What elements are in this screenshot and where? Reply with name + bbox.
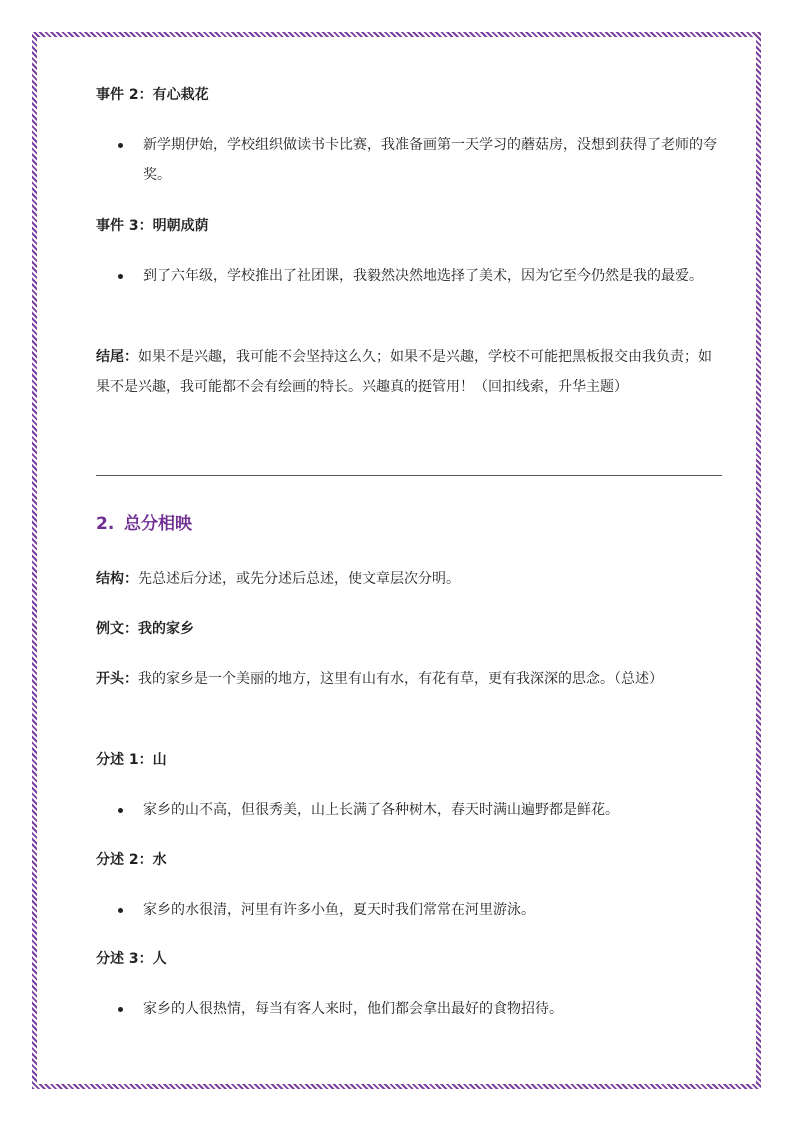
part1-heading: 分述 1：山 [96,752,167,768]
bullet-icon [118,808,123,813]
example-heading [96,614,722,644]
bullet-icon [118,274,123,279]
divider [96,475,722,476]
bullet-icon [118,143,123,148]
event2-heading: 事件 2：有心栽花 [96,87,209,103]
event3-bullet-text: 到了六年级，学校推出了社团课，我毅然决然地选择了美术，因为它至今仍然是我的最爱。 [143,268,703,284]
example-title: 我的家乡 [138,621,194,637]
event2-bullet-text: 新学期伊始，学校组织做读书卡比赛，我准备画第一天学习的蘑菇房，没想到获得了老师的夸奖。 [143,137,717,183]
bullet-icon [118,1007,123,1012]
opening-label: 开头： [96,671,138,687]
example-label: 例文： [96,621,138,637]
opening-paragraph [96,664,722,694]
page-border [32,32,761,1089]
part1-bullet-text: 家乡的山不高，但很秀美，山上长满了各种树木，春天时满山遍野都是鲜花。 [143,802,619,818]
ending-paragraph [96,342,722,402]
structure-text: 先总述后分述，或先分述后总述，使文章层次分明。 [138,571,460,587]
section-number: 2. [96,514,115,534]
ending-label: 结尾： [96,349,138,365]
part2-bullet-text: 家乡的水很清，河里有许多小鱼，夏天时我们常常在河里游泳。 [143,902,535,918]
part3-heading: 分述 3：人 [96,951,167,967]
section-title [96,509,722,539]
bullet-icon [118,908,123,913]
ending-text: 如果不是兴趣，我可能不会坚持这么久；如果不是兴趣，学校不可能把黑板报交由我负责；如果不是兴趣，我可能都不会有绘画的特长。兴趣真的挺管用！（回扣线索，升华主题） [96,349,712,395]
part2-heading: 分述 2：水 [96,852,167,868]
structure-paragraph [96,564,722,594]
section-title-text: 总分相映 [124,514,192,534]
opening-text: 我的家乡是一个美丽的地方，这里有山有水，有花有草，更有我深深的思念。（总述） [138,671,663,687]
structure-label: 结构： [96,571,138,587]
event3-heading: 事件 3：明朝成荫 [96,218,209,234]
part3-bullet-text: 家乡的人很热情，每当有客人来时，他们都会拿出最好的食物招待。 [143,1001,563,1017]
